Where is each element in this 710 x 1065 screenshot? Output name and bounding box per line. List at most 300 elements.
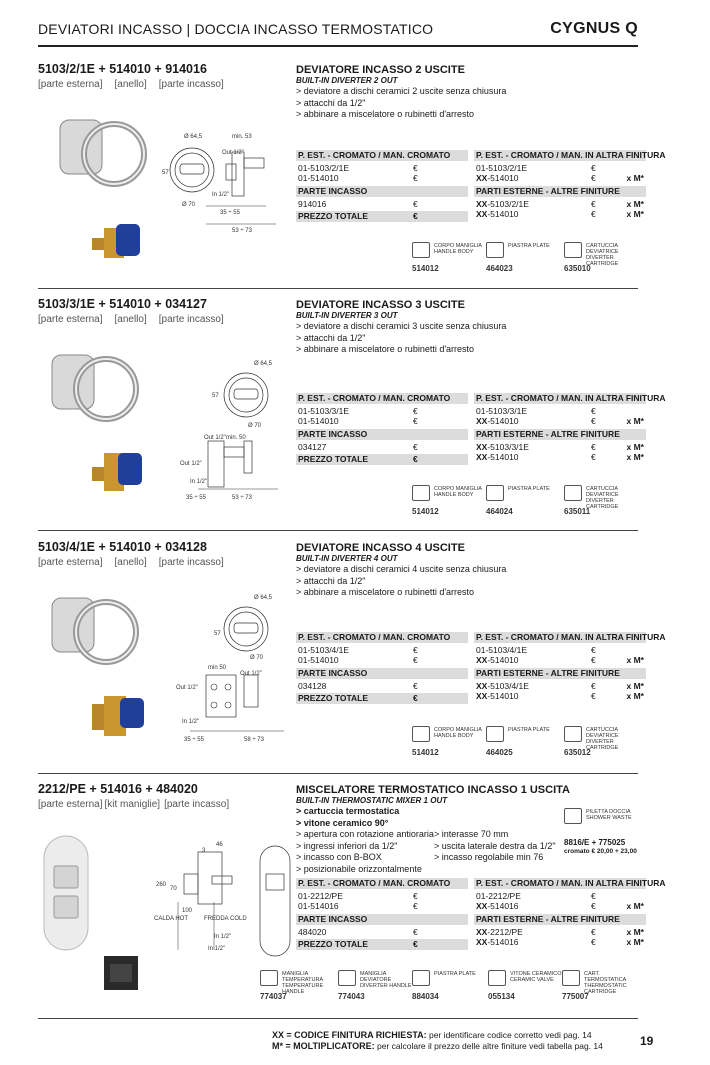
table-header: PARTE INCASSO [296, 914, 468, 925]
table-row [296, 416, 468, 426]
plate-icon [486, 485, 504, 501]
product-title: DEVIATORE INCASSO 3 USCITE [296, 299, 465, 311]
dim-label: min 50 [208, 665, 227, 671]
feature-item: > deviatore a dischi ceramici 3 uscite senza chiusura [296, 321, 507, 331]
product-section-2 [38, 297, 666, 522]
row-price: € [413, 163, 418, 173]
product-title: MISCELATORE TERMOSTATICO INCASSO 1 USCITA [296, 784, 570, 796]
shower-waste [564, 808, 644, 824]
technical-drawing [176, 595, 290, 745]
row-code: -514016 [487, 937, 519, 947]
feature-item: > incasso regolabile min 76 [434, 852, 544, 862]
accessory-item [412, 726, 492, 762]
feature-item: > deviatore a dischi ceramici 2 uscite senza chiusura [296, 86, 507, 96]
finish-code: XX [476, 937, 488, 947]
row-code: 01-5103/3/1E [298, 406, 350, 416]
feature-list-secondary [434, 829, 556, 864]
accessory-label: MANIGLIA DEVIATORE DIVERTER HANDLE [360, 971, 412, 989]
plate-icon [412, 970, 430, 986]
feature-item: > uscita laterale destra da 1/2" [434, 840, 556, 851]
feature-list [296, 564, 506, 599]
multiplier: x M* [626, 681, 644, 691]
accessory-label: CARTUCCIA DEVIATRICE DIVERTER CARTRIDGE [586, 486, 619, 510]
row-code: -514010 [487, 452, 519, 462]
row-code: 01-514010 [298, 416, 339, 426]
diverter-handle-icon [338, 970, 356, 986]
row-price: € [591, 442, 596, 452]
part-label: [parte esterna] [38, 314, 103, 325]
row-code: -514016 [487, 901, 519, 911]
finish-code: XX [476, 901, 488, 911]
table-row [474, 199, 646, 209]
dim-label: Out 1/2" [222, 150, 244, 156]
dim-label: Out 1/2" [204, 435, 226, 441]
total-label: PREZZO TOTALE [298, 693, 369, 703]
table-row [474, 681, 646, 691]
product-subtitle: BUILT-IN DIVERTER 2 OUT [296, 76, 398, 85]
dim-label: In 1/2" [182, 719, 200, 725]
row-code: 484020 [298, 927, 327, 937]
plate-icon [486, 242, 504, 258]
dim-label: min. 50 [226, 435, 246, 441]
dim-label: Ø 70 [248, 423, 262, 429]
technical-drawing [178, 359, 288, 499]
price-table-chrome [296, 150, 468, 222]
dim-label: 35 ÷ 55 [184, 737, 204, 743]
row-price: € [591, 645, 596, 655]
handle-body-icon [412, 485, 430, 501]
dim-label: 57 [212, 393, 219, 399]
product-code: 2212/PE + 514016 + 484020 [38, 782, 198, 796]
finish-code: XX [476, 416, 488, 426]
dim-label: 57 [162, 170, 169, 176]
multiplier: x M* [626, 937, 644, 947]
multiplier: x M* [626, 927, 644, 937]
product-code: 5103/3/1E + 514010 + 034127 [38, 297, 207, 311]
accessory-item [486, 485, 566, 521]
price-table-other-finish [474, 150, 666, 219]
part-label: [parte incasso] [158, 314, 224, 325]
table-row [474, 163, 646, 173]
part-label: [anello] [114, 79, 147, 90]
finish-code: XX [476, 209, 488, 219]
feature-item: > attacchi da 1/2" [296, 97, 366, 108]
table-row [474, 173, 646, 183]
table-row [296, 163, 468, 173]
table-row [474, 655, 646, 665]
page-number: 19 [640, 1034, 654, 1048]
feature-item: > deviatore a dischi ceramici 4 uscite senza chiusura [296, 564, 507, 574]
table-header: PARTE INCASSO [296, 668, 468, 679]
accessory-label: PIASTRA PLATE [508, 243, 550, 249]
row-price: € [591, 209, 596, 219]
concealed-body-image [90, 447, 160, 497]
price-table-other-finish [474, 632, 666, 701]
handle-body-icon [412, 242, 430, 258]
accessory-label: VITONE CERAMICO CERAMIC VALVE [510, 971, 562, 983]
dim-label: In 1/2" [190, 479, 208, 485]
finish-code: XX [476, 452, 488, 462]
product-image [48, 347, 148, 427]
legend-key: M* [272, 1041, 283, 1051]
row-code: -514010 [487, 691, 519, 701]
part-labels [38, 314, 236, 325]
dim-label: min. 53 [232, 134, 252, 140]
accessory-code: 635010 [564, 264, 591, 273]
legend-label: = CODICE FINITURA RICHIESTA: [286, 1030, 427, 1040]
accessory-label: PIASTRA PLATE [508, 486, 550, 492]
row-code: 034128 [298, 681, 327, 691]
dim-label: Ø 64,5 [254, 361, 273, 367]
row-code: -514010 [487, 655, 519, 665]
row-price: € [591, 891, 596, 901]
accessory-item [488, 970, 568, 1006]
row-price: € [413, 891, 418, 901]
feature-item: > abbinare a miscelatore o rubinetti d'arresto [296, 109, 475, 119]
accessory-label: CARTUCCIA DEVIATRICE DIVERTER CARTRIDGE [586, 243, 619, 267]
product-title: DEVIATORE INCASSO 2 USCITE [296, 64, 465, 76]
feature-item: > incasso con B-BOX [296, 852, 382, 862]
finish-code: XX [476, 442, 488, 452]
accessory-label: CORPO MANIGLIA HANDLE BODY [434, 727, 482, 739]
total-price: € [413, 693, 418, 703]
total-row [296, 211, 468, 222]
part-label: [parte incasso] [158, 557, 224, 568]
table-row [474, 209, 646, 219]
shower-waste-label: PILETTA DOCCIA SHOWER WASTE [586, 809, 632, 821]
dim-label: Out 1/2" [240, 671, 262, 677]
row-price: € [591, 937, 596, 947]
multiplier: x M* [626, 199, 644, 209]
table-row [296, 173, 468, 183]
table-header: P. EST. - CROMATO / MAN. CROMATO [296, 632, 468, 643]
dim-label: 53 ÷ 73 [232, 228, 252, 234]
row-price: € [591, 173, 596, 183]
accessory-label: MANIGLIA TEMPERATURA TEMPERATURE HANDLE [282, 971, 324, 995]
table-header: P. EST. - CROMATO / MAN. IN ALTRA FINITURA [476, 632, 666, 642]
feature-item: > abbinare a miscelatore o rubinetti d'arresto [296, 587, 475, 597]
handle-body-icon [412, 726, 430, 742]
legend-text: per calcolare il prezzo delle altre finiture vedi tabella pag. 14 [377, 1041, 603, 1051]
table-row [296, 406, 468, 416]
multiplier: x M* [626, 442, 644, 452]
table-row [474, 442, 646, 452]
dim-label: 3 [202, 848, 206, 854]
shower-waste-price: cromato € 20,00 + 23,00 [564, 848, 637, 855]
thermostatic-cartridge-icon [562, 970, 580, 986]
dim-label: 100 [182, 908, 193, 914]
price-table-chrome [296, 393, 468, 465]
table-row [474, 891, 646, 901]
row-price: € [413, 927, 418, 937]
table-header: PARTI ESTERNE - ALTRE FINITURE [474, 186, 646, 197]
part-labels [38, 557, 236, 568]
table-row [296, 927, 468, 937]
dim-label: Out 1/2" [180, 461, 202, 467]
row-price: € [413, 901, 418, 911]
accessory-label: CARTUCCIA DEVIATRICE DIVERTER CARTRIDGE [586, 727, 619, 751]
dim-label: Ø 64,5 [254, 595, 273, 601]
accessory-code: 884034 [412, 992, 439, 1001]
technical-drawing [162, 124, 286, 234]
accessory-label: PIASTRA PLATE [508, 727, 550, 733]
feature-item: > vitone ceramico 90° [296, 817, 389, 828]
part-label: [parte esterna] [38, 799, 103, 810]
row-price: € [591, 927, 596, 937]
accessory-label: CART. TERMOSTATICA THERMOSTATIC CARTRIDGE [584, 971, 627, 995]
row-price: € [591, 163, 596, 173]
cartridge-icon [564, 726, 582, 742]
accessory-item [564, 485, 644, 521]
accessory-item [564, 726, 644, 762]
dim-label: Out 1/2" [176, 685, 198, 691]
dim-label: Ø 70 [250, 655, 264, 661]
concealed-box-image [100, 950, 144, 994]
finish-code: XX [476, 681, 488, 691]
ceramic-valve-icon [488, 970, 506, 986]
row-code: 01-514016 [298, 901, 339, 911]
row-price: € [591, 901, 596, 911]
multiplier: x M* [626, 173, 644, 183]
product-subtitle: BUILT-IN THERMOSTATIC MIXER 1 OUT [296, 796, 448, 805]
table-row [474, 406, 646, 416]
price-table-chrome [296, 878, 468, 950]
table-row [474, 452, 646, 462]
feature-item: > ingressi inferiori da 1/2" [296, 840, 398, 851]
dim-label: Ø 64,5 [184, 134, 203, 140]
row-code: 01-514010 [298, 655, 339, 665]
plate-icon [486, 726, 504, 742]
table-header: P. EST. - CROMATO / MAN. IN ALTRA FINITURA [476, 393, 666, 403]
part-label: [anello] [114, 314, 147, 325]
row-price: € [413, 173, 418, 183]
accessory-item [486, 242, 566, 278]
total-label: PREZZO TOTALE [298, 939, 369, 949]
total-price: € [413, 939, 418, 949]
concealed-body-image [90, 690, 160, 740]
row-price: € [413, 655, 418, 665]
product-image [42, 834, 92, 954]
accessory-code: 464023 [486, 264, 513, 273]
row-code: -5103/2/1E [487, 199, 529, 209]
total-label: PREZZO TOTALE [298, 454, 369, 464]
row-code: 01-514010 [298, 173, 339, 183]
feature-item: > posizionabile orizzontalmente [296, 863, 422, 874]
table-row [296, 681, 468, 691]
total-row [296, 939, 468, 950]
row-code: 01-2212/PE [298, 891, 343, 901]
total-row [296, 454, 468, 465]
row-price: € [591, 655, 596, 665]
accessory-item [412, 242, 492, 278]
row-code: 01-5103/2/1E [298, 163, 350, 173]
dim-label: 58 ÷ 73 [244, 737, 264, 743]
accessory-item [562, 970, 642, 1006]
table-header: PARTI ESTERNE - ALTRE FINITURE [474, 914, 646, 925]
section-divider [38, 1018, 638, 1019]
row-code: 01-2212/PE [476, 891, 521, 901]
accessory-code: 055134 [488, 992, 515, 1001]
row-code: 01-5103/4/1E [298, 645, 350, 655]
feature-list [296, 806, 434, 875]
accessory-label: PIASTRA PLATE [434, 971, 476, 977]
shower-waste-code: 8816/E + 775025 [564, 838, 626, 847]
accessory-code: 464025 [486, 748, 513, 757]
table-row [474, 691, 646, 701]
accessory-item [412, 485, 492, 521]
page-title: DEVIATORI INCASSO | DOCCIA INCASSO TERMOSTATICO [38, 21, 434, 37]
row-code: 914016 [298, 199, 327, 209]
row-code: -514010 [487, 209, 519, 219]
part-label: [parte incasso] [158, 79, 224, 90]
finish-code: XX [476, 691, 488, 701]
accessory-item [260, 970, 340, 1006]
table-row [474, 937, 646, 947]
row-code: -2212/PE [487, 927, 523, 937]
table-row [474, 901, 646, 911]
product-subtitle: BUILT-IN DIVERTER 3 OUT [296, 311, 398, 320]
table-row [474, 416, 646, 426]
row-price: € [413, 442, 418, 452]
dim-label: 46 [216, 842, 223, 848]
price-table-other-finish [474, 393, 666, 462]
dim-label: FREDDA COLD [204, 916, 247, 922]
part-label: [parte esterna] [38, 79, 103, 90]
table-header: P. EST. - CROMATO / MAN. IN ALTRA FINITURA [476, 878, 666, 888]
feature-item: > abbinare a miscelatore o rubinetti d'arresto [296, 344, 475, 354]
row-price: € [591, 199, 596, 209]
row-code: 01-5103/3/1E [476, 406, 528, 416]
accessory-code: 774043 [338, 992, 365, 1001]
accessory-item [338, 970, 418, 1006]
part-label: [parte esterna] [38, 557, 103, 568]
legend-label: = MOLTIPLICATORE: [285, 1041, 375, 1051]
finish-code: XX [476, 173, 488, 183]
dim-label: 35 ÷ 55 [220, 210, 240, 216]
accessory-code: 635011 [564, 507, 591, 516]
finish-code: XX [476, 927, 488, 937]
row-price: € [591, 406, 596, 416]
feature-list [296, 321, 506, 356]
dim-label: 35 ÷ 55 [186, 495, 206, 501]
accessory-item [412, 970, 482, 1006]
table-header: PARTE INCASSO [296, 429, 468, 440]
multiplier: x M* [626, 691, 644, 701]
feature-item: > cartuccia termostatica [296, 806, 400, 816]
multiplier: x M* [626, 901, 644, 911]
row-price: € [413, 416, 418, 426]
part-labels [38, 799, 241, 810]
price-table-other-finish [474, 878, 666, 947]
dim-label: In 1/2" [214, 934, 232, 940]
table-row [296, 199, 468, 209]
dim-label: 260 [156, 882, 167, 888]
row-price: € [413, 681, 418, 691]
legend-row [272, 1041, 603, 1052]
dim-label: In 1/2" [208, 946, 226, 952]
multiplier: x M* [626, 209, 644, 219]
multiplier: x M* [626, 655, 644, 665]
dim-label: CALDA HOT [154, 916, 189, 922]
brand-name: CYGNUS Q [550, 20, 638, 37]
table-header: P. EST. - CROMATO / MAN. CROMATO [296, 878, 468, 889]
row-code: 034127 [298, 442, 327, 452]
finish-code: XX [476, 655, 488, 665]
product-subtitle: BUILT-IN DIVERTER 4 OUT [296, 554, 398, 563]
row-code: 01-5103/2/1E [476, 163, 528, 173]
dim-label: 57 [214, 631, 221, 637]
accessory-code: 774037 [260, 992, 287, 1001]
product-image [48, 590, 148, 670]
row-price: € [413, 199, 418, 209]
part-labels [38, 79, 236, 90]
feature-item: > attacchi da 1/2" [296, 332, 366, 343]
table-row [296, 645, 468, 655]
part-label: [parte incasso] [164, 799, 230, 810]
feature-item: > apertura con rotazione antioraria [296, 829, 434, 839]
technical-drawing [154, 838, 288, 968]
dim-label: 53 ÷ 73 [232, 495, 252, 501]
table-row [296, 901, 468, 911]
table-row [474, 645, 646, 655]
row-price: € [591, 416, 596, 426]
row-code: -5103/4/1E [487, 681, 529, 691]
accessory-code: 514012 [412, 507, 439, 516]
feature-item: > attacchi da 1/2" [296, 575, 366, 586]
table-header: PARTE INCASSO [296, 186, 468, 197]
table-header: P. EST. - CROMATO / MAN. IN ALTRA FINITURA [476, 150, 666, 160]
multiplier: x M* [626, 416, 644, 426]
accessory-code: 514012 [412, 264, 439, 273]
dim-label: In 1/2" [212, 192, 230, 198]
table-header: P. EST. - CROMATO / MAN. CROMATO [296, 150, 468, 161]
product-section-1 [38, 62, 666, 282]
product-section-3 [38, 540, 666, 765]
total-row [296, 693, 468, 704]
concealed-body-image [90, 220, 160, 264]
row-price: € [413, 406, 418, 416]
section-divider [38, 288, 638, 289]
table-header: PARTI ESTERNE - ALTRE FINITURE [474, 668, 646, 679]
total-label: PREZZO TOTALE [298, 211, 369, 221]
accessory-label: CORPO MANIGLIA HANDLE BODY [434, 243, 482, 255]
legend-row [272, 1030, 603, 1041]
cartridge-icon [564, 242, 582, 258]
section-divider [38, 773, 638, 774]
table-row [296, 442, 468, 452]
product-code: 5103/4/1E + 514010 + 034128 [38, 540, 207, 554]
row-code: -514010 [487, 416, 519, 426]
accessory-code: 775007 [562, 992, 589, 1001]
legend-text: per identificare codice corretto vedi pag. 14 [429, 1030, 592, 1040]
product-image [56, 112, 156, 192]
footer-legend [272, 1030, 603, 1052]
accessory-label: CORPO MANIGLIA HANDLE BODY [434, 486, 482, 498]
accessory-code: 464024 [486, 507, 513, 516]
section-divider [38, 530, 638, 531]
accessory-item [564, 242, 644, 278]
header-rule [38, 45, 638, 47]
row-price: € [591, 681, 596, 691]
row-price: € [591, 452, 596, 462]
total-price: € [413, 211, 418, 221]
product-code: 5103/2/1E + 514010 + 914016 [38, 62, 207, 76]
row-price: € [591, 691, 596, 701]
feature-list [296, 86, 506, 121]
table-row [296, 655, 468, 665]
total-price: € [413, 454, 418, 464]
row-code: -5103/3/1E [487, 442, 529, 452]
